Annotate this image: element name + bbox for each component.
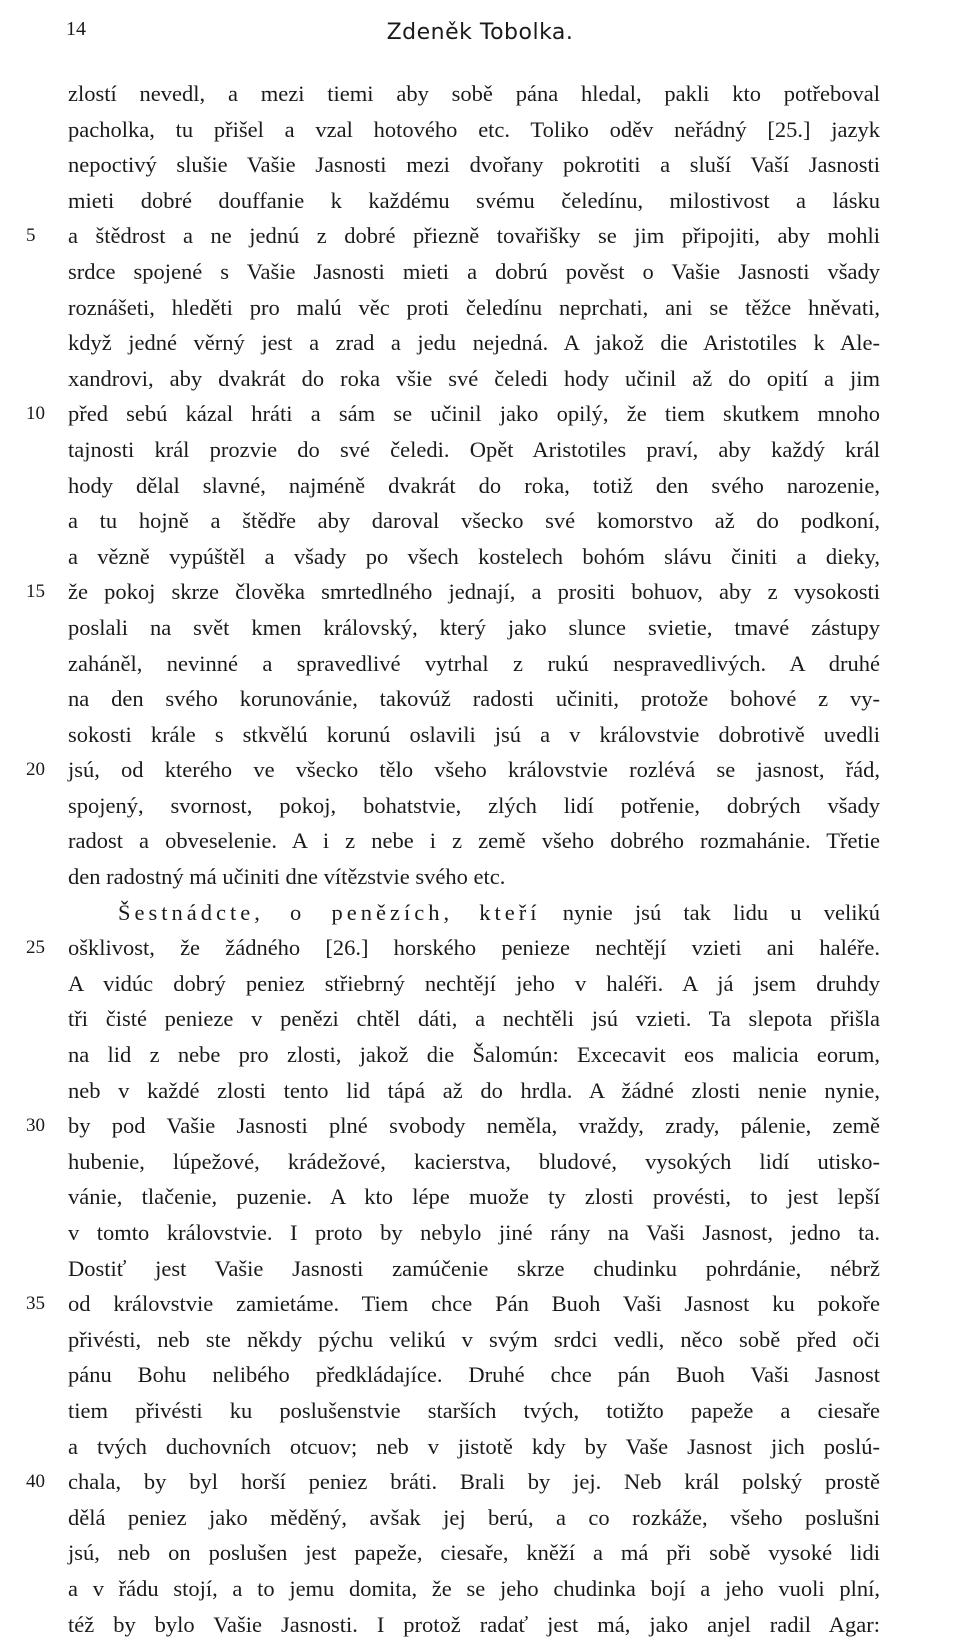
line-text: jsú, neb on poslušen jest papeže, ciesaře, kněží a má při sobě vysoké lidi bbox=[68, 1540, 880, 1566]
line-number: 40 bbox=[26, 1471, 45, 1493]
line-text: a vězně vypúštěl a všady po všech kostelech bohóm slávu činiti a dieky, bbox=[68, 543, 880, 569]
text-line bbox=[0, 1001, 960, 1037]
line-text: zlostí nevedl, a mezi tiemi aby sobě pána hledal, pakli kto potřeboval bbox=[68, 81, 880, 106]
text-line bbox=[0, 1322, 960, 1358]
text-line bbox=[0, 218, 960, 254]
line-text: a v řádu stojí, a to jemu domita, že se jeho chudinka bojí a jeho vuoli plní, bbox=[68, 1575, 880, 1601]
text-line bbox=[0, 1215, 960, 1251]
text-line bbox=[0, 717, 960, 753]
line-text: roznášeti, hleděti pro malú věc proti čeledínu neprchati, ani se těžce hněvati, bbox=[68, 294, 880, 320]
text-line bbox=[0, 1429, 960, 1465]
line-text: když jedné věrný jest a zrad a jedu nejedná. A jakož die Aristotiles k Ale- bbox=[68, 330, 880, 356]
text-line bbox=[0, 1073, 960, 1109]
line-text: Dostiť jest Vašie Jasnosti zamúčenie skrze chudinku pohrdánie, nébrž bbox=[68, 1255, 880, 1281]
text-line bbox=[0, 76, 960, 112]
line-text: hubenie, lúpežové, krádežové, kacierstva, bludové, vysokých lidí utisko- bbox=[68, 1148, 880, 1174]
text-line bbox=[0, 290, 960, 326]
text-line bbox=[0, 361, 960, 397]
line-text: jsú, od kterého ve všecko tělo všeho královstvie rozlévá se jasnost, řád, bbox=[68, 757, 880, 783]
line-text: by pod Vašie Jasnosti plné svobody neměla, vraždy, zrady, pálenie, země bbox=[68, 1113, 880, 1139]
line-number: 20 bbox=[26, 759, 45, 781]
text-line bbox=[0, 1571, 960, 1607]
text-line bbox=[0, 574, 960, 610]
line-text: chala, by byl horší peniez bráti. Brali by jej. Neb král polský prostě bbox=[68, 1469, 880, 1495]
text-line bbox=[0, 254, 960, 290]
text-line bbox=[0, 468, 960, 504]
line-text: zaháněl, nevinné a spravedlivé vytrhal z rukú nespravedlivých. A druhé bbox=[68, 650, 880, 676]
text-line bbox=[0, 1393, 960, 1429]
line-text: poslali na svět kmen královský, který jako slunce svietie, tmavé zástupy bbox=[68, 614, 880, 640]
text-line bbox=[0, 1037, 960, 1073]
line-text: srdce spojené s Vašie Jasnosti mieti a dobrú pověst o Vašie Jasnosti všady bbox=[68, 258, 880, 284]
body-text bbox=[0, 76, 960, 1642]
line-text: spojený, svornost, pokoj, bohatstvie, zlých lidí potřenie, dobrých všady bbox=[68, 792, 880, 818]
line-text: vánie, tlačenie, puzenie. A kto lépe muože ty zlosti provésti, to jest lepší bbox=[68, 1184, 880, 1210]
page-number: 14 bbox=[66, 18, 86, 40]
text-line bbox=[0, 1607, 960, 1642]
text-line bbox=[0, 966, 960, 1002]
text-line bbox=[0, 1535, 960, 1571]
line-text: nepoctivý slušie Vašie Jasnosti mezi dvořany pokrotiti a sluší Vaší Jasnosti bbox=[68, 152, 880, 178]
text-line bbox=[0, 396, 960, 432]
line-text: pánu Bohu nelibého předkládajíce. Druhé chce pán Buoh Vaši Jasnost bbox=[68, 1362, 880, 1388]
line-text: přivésti, neb ste někdy pýchu velikú v svým srdci vedli, něco sobě před oči bbox=[68, 1326, 880, 1352]
line-text: mieti dobré douffanie k každému svému čeledínu, milostivost a lásku bbox=[68, 187, 880, 213]
line-text: tajnosti král prozvie do své čeledi. Opět Aristotiles praví, aby každý král bbox=[68, 436, 880, 462]
line-text: a tvých duchovních otcuov; neb v jistotě kdy by Vaše Jasnost jich poslú- bbox=[68, 1433, 880, 1459]
running-head: Zdeněk Tobolka. bbox=[386, 20, 574, 45]
line-text: a štědrost a ne jednú z dobré přiezně tovařišky se jim připojiti, aby mohli bbox=[68, 223, 880, 249]
text-line bbox=[0, 1286, 960, 1322]
line-text: pacholka, tu přišel a vzal hotového etc. Toliko oděv neřádný [25.] jazyk bbox=[68, 116, 880, 142]
line-number: 25 bbox=[26, 937, 45, 959]
line-text: neb v každé zlosti tento lid tápá až do hrdla. A žádné zlosti nenie nynie, bbox=[68, 1077, 880, 1103]
text-line bbox=[0, 503, 960, 539]
line-text: sokosti krále s stkvělú korunú oslavili jsú a v královstvie dobrotivě uvedli bbox=[68, 721, 880, 747]
line-text bbox=[118, 895, 880, 931]
line-text: A vidúc dobrý peniez střiebrný nechtějí jeho v haléři. A já jsem druhdy bbox=[68, 970, 880, 996]
text-line bbox=[0, 752, 960, 788]
line-text: též by bylo Vašie Jasnosti. I protož radať jest má, jako anjel radil Agar: bbox=[68, 1611, 880, 1637]
text-line bbox=[0, 183, 960, 219]
text-line bbox=[0, 539, 960, 575]
text-line bbox=[0, 147, 960, 183]
line-text: radost a obveselenie. A i z nebe i z země všeho dobrého rozmahánie. Třetie bbox=[68, 828, 880, 854]
text-line bbox=[0, 1108, 960, 1144]
text-line bbox=[0, 823, 960, 859]
text-line bbox=[0, 895, 960, 931]
text-line bbox=[0, 646, 960, 682]
line-number: 15 bbox=[26, 581, 45, 603]
text-line bbox=[0, 112, 960, 148]
line-text: xandrovi, aby dvakrát do roka všie své čeledi hody učinil až do opití a jim bbox=[68, 365, 880, 391]
line-text: že pokoj skrze člověka smrtedlného jednají, a prositi bohuov, aby z vysokosti bbox=[68, 579, 880, 605]
text-line bbox=[0, 930, 960, 966]
text-line bbox=[0, 681, 960, 717]
line-text: a tu hojně a štědře aby daroval všecko své komorstvo až do podkoní, bbox=[68, 508, 880, 534]
line-text: hody dělal slavné, najméně dvakrát do roka, totiž den svého narozenie, bbox=[68, 472, 880, 498]
text-line bbox=[0, 432, 960, 468]
text-line bbox=[0, 859, 960, 895]
text-line bbox=[0, 1357, 960, 1393]
line-text: v tomto královstvie. I proto by nebylo jiné rány na Vaši Jasnost, jedno ta. bbox=[68, 1220, 880, 1245]
line-text: na den svého korunovánie, takovúž radosti učiniti, protože bohové z vy- bbox=[68, 686, 880, 712]
line-text: od královstvie zamietáme. Tiem chce Pán Buoh Vaši Jasnost ku pokoře bbox=[68, 1291, 880, 1317]
line-text: dělá peniez jako měděný, avšak jej berú, a co rozkáže, všeho poslušni bbox=[68, 1504, 880, 1530]
text-line bbox=[0, 1500, 960, 1536]
text-line bbox=[0, 1179, 960, 1215]
line-text: tři čisté penieze v penězi chtěl dáti, a nechtěli jsú vzieti. Ta slepota přišla bbox=[68, 1006, 880, 1032]
text-line bbox=[0, 610, 960, 646]
line-text: den radostný má učiniti dne vítězstvie svého etc. bbox=[68, 864, 506, 890]
line-number: 30 bbox=[26, 1115, 45, 1137]
text-line bbox=[0, 788, 960, 824]
line-text: ošklivost, že žádného [26.] horského penieze nechtějí vzieti ani haléře. bbox=[68, 935, 880, 961]
line-text: před sebú kázal hráti a sám se učinil jako opilý, že tiem skutkem mnoho bbox=[68, 401, 880, 427]
line-text: tiem přivésti ku poslušenstvie starších tvých, totižto papeže a ciesaře bbox=[68, 1397, 880, 1423]
line-number: 10 bbox=[26, 403, 45, 425]
page-header bbox=[0, 14, 960, 54]
line-number: 35 bbox=[26, 1293, 45, 1315]
text-line bbox=[0, 1464, 960, 1500]
text-line bbox=[0, 1144, 960, 1180]
line-text-rest: nynie jsú tak lidu u velikú bbox=[540, 899, 880, 925]
text-line bbox=[0, 325, 960, 361]
line-number: 5 bbox=[26, 225, 36, 247]
line-text: na lid z nebe pro zlosti, jakož die Šalomún: Excecavit eos malicia eorum, bbox=[68, 1042, 880, 1068]
text-line bbox=[0, 1251, 960, 1287]
spaced-heading: Šestnádcte, o penězích, kteří bbox=[118, 899, 541, 925]
